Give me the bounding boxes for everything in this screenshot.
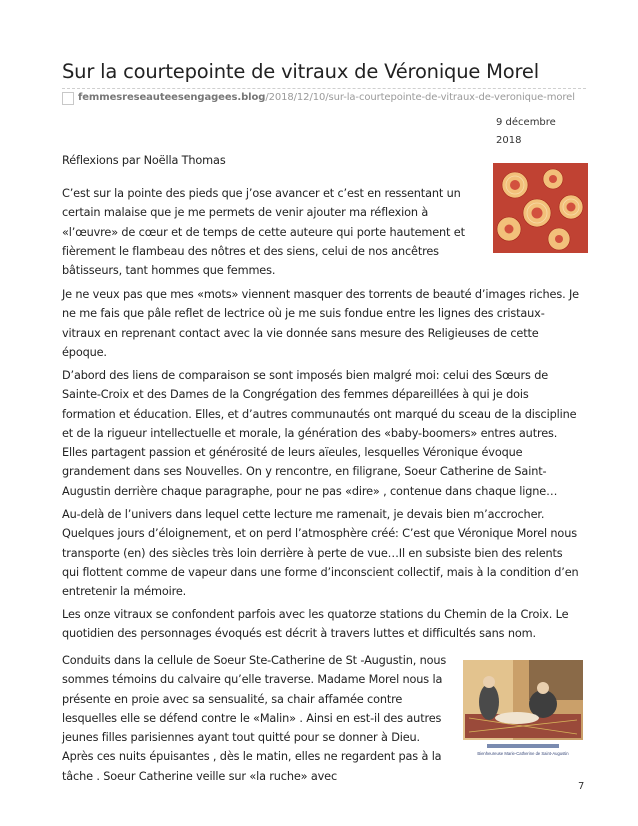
favicon-icon [62, 92, 74, 105]
paragraph-6: Conduits dans la cellule de Soeur Ste-Catherine de St -Augustin, nous sommes témoins du calvaire qu’elle traverse. Madame Morel nous la présente en proie avec sa sensualité, sa chair affamée contre lesquelles elle se défend contre le «Malin» . Ainsi en est-il des autres jeunes filles parisiennes ayant tout quitté pour se donner à Dieu. Après ces nuits épuisantes , dès le matin, elles ne regardent pas à la tâche . Soeur Catherine veille sur «la ruche» avec [62, 654, 447, 783]
byline: Réflexions par Noëlla Thomas [62, 154, 226, 167]
source-url[interactable] [78, 92, 575, 103]
painting-image [459, 658, 587, 762]
paragraph-3: D’abord des liens de comparaison se sont imposés bien malgré moi: celui des Sœurs de Sainte-Croix et des Dames de la Congrégation des femmes dépareillées à qui je dois formation et éducation. Elles, et d’autres communautés ont marqué du sceau de la discipline et de la rigueur intellectuelle et morale, la génération des «baby-boomers» entres autres. Elles partagent passion et générosité de leurs aïeules, lesquelles Véronique évoque grandement dans ses Nouvelles. On y rencontre, en filigrane, Soeur Catherine de Saint-Augustin derrière chaque paragraphe, pour ne pas «dire» , contenue dans chaque ligne… [62, 369, 577, 498]
stained-glass-quilt-image [493, 163, 588, 253]
page-number: 7 [578, 781, 585, 792]
date-line-2: 2018 [496, 135, 522, 146]
publish-date [496, 114, 576, 150]
title-divider [62, 88, 586, 89]
source-domain: femmesreseauteesengagees.blog [78, 92, 266, 103]
paragraph-1: C’est sur la pointe des pieds que j’ose avancer et c’est en ressentant un certain malaise que je me permets de venir ajouter ma réflexion à «l’œuvre» de cœur et de temps de cette auteure qui porte hautement et fièrement le flambeau des nôtres et des siens, celui de nos ancêtres bâtisseurs, tant hommes que femmes. [62, 187, 465, 278]
paragraph-4: Au-delà de l’univers dans lequel cette lecture me ramenait, je devais bien m’accrocher. Quelques jours d’éloignement, et on perd l’atmosphère créé: C’est que Véronique Morel nous transporte (en) des siècles très loin derrière à perte de vue…Il en subsiste bien des relents qui flottent comme de vapeur dans une forme d’inconscient collectif, mais à la condition d’en entretenir la mémoire. [62, 508, 579, 599]
article-title: Sur la courtepointe de vitraux de Véronique Morel [62, 60, 539, 83]
paragraph-5: Les onze vitraux se confondent parfois avec les quatorze stations du Chemin de la Croix. Le quotidien des personnages évoqués est décrit à travers luttes et difficultés sans nom. [62, 608, 569, 641]
painting-caption: Bienheureuse Marie-Catherine de Saint-Augustin [477, 751, 569, 756]
paragraph-2: Je ne veux pas que mes «mots» viennent masquer des torrents de beauté d’images riches. Je ne me fais que pâle reflet de lectrice où je me suis fondue entre les lignes des cristaux-vitraux en reprenant contact avec la vie donnée sans mesure des Religieuses de cette époque. [62, 288, 579, 359]
date-line-1: 9 décembre [496, 117, 556, 128]
source-path: /2018/12/10/sur-la-courtepointe-de-vitraux-de-veronique-morel [265, 92, 575, 103]
